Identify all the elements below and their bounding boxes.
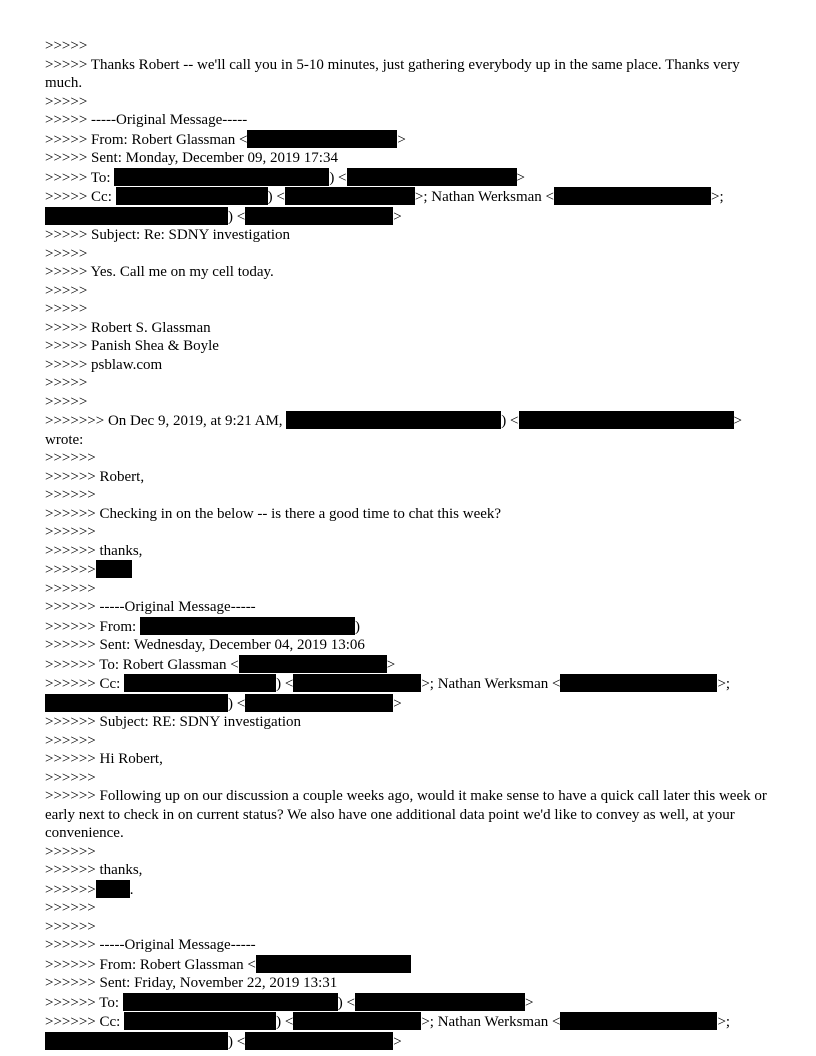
line-text: >>>>>> xyxy=(45,881,96,898)
email-line xyxy=(45,37,773,56)
line-text: >>>>>> xyxy=(45,843,96,860)
redaction-box xyxy=(293,674,421,692)
redaction-box xyxy=(347,168,517,186)
email-line xyxy=(45,93,773,112)
email-line xyxy=(45,880,773,900)
email-line xyxy=(45,560,773,580)
line-text: > xyxy=(393,1033,402,1050)
line-text: >>>>>> Robert, xyxy=(45,468,145,485)
line-text: >>>>> Sent: Monday, December 09, 2019 17:34 xyxy=(45,150,338,166)
email-line xyxy=(45,431,773,450)
redaction-box xyxy=(355,993,525,1011)
line-text: >>>>>> Cc: xyxy=(45,676,125,692)
email-line xyxy=(45,207,773,227)
line-text: wrote: xyxy=(45,431,84,448)
redaction-box xyxy=(124,674,276,692)
line-text: >>>>>> xyxy=(45,450,96,466)
email-thread-body xyxy=(45,37,773,1051)
redaction-box xyxy=(560,1012,717,1030)
redaction-box xyxy=(116,187,268,205)
redaction-box xyxy=(245,1032,393,1050)
redaction-box xyxy=(45,1032,228,1050)
line-text: >>>>>> xyxy=(45,900,96,916)
line-text: . xyxy=(129,881,134,898)
line-text: > xyxy=(525,994,534,1011)
email-line xyxy=(45,918,773,937)
email-line xyxy=(45,374,773,393)
email-line xyxy=(45,56,773,93)
line-text: >>>>>> xyxy=(45,732,96,749)
email-line xyxy=(45,936,773,955)
line-text: >>>>>> xyxy=(45,918,96,935)
redaction-box xyxy=(245,694,393,712)
redaction-box xyxy=(285,187,415,205)
line-text: ) < xyxy=(228,208,246,225)
redaction-box xyxy=(256,955,411,973)
line-text: ) < xyxy=(228,1033,246,1050)
email-line xyxy=(45,636,773,655)
email-line xyxy=(45,245,773,264)
email-line xyxy=(45,974,773,993)
email-line xyxy=(45,542,773,561)
email-line xyxy=(45,732,773,751)
line-text: >; Nathan Werksman < xyxy=(421,1014,561,1030)
line-text: >>>>> xyxy=(45,282,88,299)
email-line xyxy=(45,282,773,301)
line-text: >>>>>> Checking in on the below -- is there a good time to chat this week? xyxy=(45,505,502,522)
line-text: >>>>>> From: xyxy=(45,618,140,635)
line-text: >>>>>> From: Robert Glassman < xyxy=(45,956,256,973)
email-line xyxy=(45,263,773,282)
redaction-box xyxy=(519,411,734,429)
line-text: >>>>>> To: xyxy=(45,994,123,1011)
email-line xyxy=(45,468,773,487)
redaction-box xyxy=(96,560,132,578)
line-text: >>>>> Subject: Re: SDNY investigation xyxy=(45,227,291,243)
redaction-box xyxy=(247,130,397,148)
line-text: > xyxy=(516,169,525,186)
redaction-box xyxy=(124,1012,276,1030)
email-line xyxy=(45,843,773,862)
redaction-box xyxy=(45,694,228,712)
line-text: >>>>>> thanks, xyxy=(45,542,143,559)
email-line xyxy=(45,449,773,468)
line-text: >>>>>> Sent: Friday, November 22, 2019 13:31 xyxy=(45,975,338,991)
email-line xyxy=(45,505,773,524)
redaction-box xyxy=(96,880,130,898)
line-text: ) < xyxy=(228,695,246,712)
email-line xyxy=(45,393,773,412)
email-line xyxy=(45,486,773,505)
line-text: >>>>>> xyxy=(45,769,96,786)
line-text: >>>>>> Sent: Wednesday, December 04, 2019 13:06 xyxy=(45,637,365,653)
line-text: >>>>>> Hi Robert, xyxy=(45,751,163,767)
line-text: >>>>> xyxy=(45,301,88,317)
line-text: >>>>>> thanks, xyxy=(45,862,143,878)
redaction-box xyxy=(239,655,387,673)
redaction-box xyxy=(554,187,711,205)
email-line xyxy=(45,1012,773,1032)
email-line xyxy=(45,580,773,599)
email-line xyxy=(45,955,773,975)
email-line xyxy=(45,655,773,675)
line-text: >>>>>> xyxy=(45,562,96,578)
email-line xyxy=(45,769,773,788)
email-line xyxy=(45,411,773,431)
line-text: ) < xyxy=(337,994,355,1011)
line-text: >>>>> From: Robert Glassman < xyxy=(45,131,248,148)
line-text: ) < xyxy=(267,189,285,205)
line-text: > xyxy=(733,413,742,429)
email-line xyxy=(45,713,773,732)
line-text: > xyxy=(386,656,396,673)
email-line xyxy=(45,861,773,880)
line-text: >>>>>> Following up on our discussion a couple weeks ago, would it make sense to have a quick call later this week or early next to check in on current status? We also have one additional data point we'd like to convey as well, at your convenience. xyxy=(45,788,771,841)
email-line xyxy=(45,1032,773,1052)
line-text: > xyxy=(393,695,402,712)
redaction-box xyxy=(245,207,393,225)
line-text: >>>>> Thanks Robert -- we'll call you in 5-10 minutes, just gathering everybody up in the same place. Thanks very much. xyxy=(45,56,744,91)
email-line xyxy=(45,319,773,338)
line-text: >>>>> Yes. Call me on my cell today. xyxy=(45,264,274,280)
line-text: >; Nathan Werksman < xyxy=(414,189,555,205)
email-line xyxy=(45,617,773,637)
email-line xyxy=(45,899,773,918)
email-line xyxy=(45,337,773,356)
email-line xyxy=(45,993,773,1013)
line-text: >>>>> xyxy=(45,245,88,262)
line-text: > xyxy=(393,208,402,225)
line-text: >>>>>> xyxy=(45,487,96,503)
email-line xyxy=(45,130,773,150)
line-text: >>>>> xyxy=(45,375,88,391)
email-line xyxy=(45,300,773,319)
email-line xyxy=(45,149,773,168)
line-text: >; xyxy=(711,189,724,205)
line-text: >>>>>> -----Original Message----- xyxy=(45,937,256,953)
redaction-box xyxy=(45,207,228,225)
email-line xyxy=(45,750,773,769)
line-text: >; Nathan Werksman < xyxy=(421,676,561,692)
line-text: >>>>> xyxy=(45,93,88,110)
line-text: >>>>> Robert S. Glassman xyxy=(45,319,211,336)
line-text: ) < xyxy=(329,169,347,186)
line-text: >>>>>>> On Dec 9, 2019, at 9:21 AM, xyxy=(45,413,287,429)
redaction-box xyxy=(114,168,329,186)
line-text: >>>>>> Cc: xyxy=(45,1014,125,1030)
redaction-box xyxy=(560,674,717,692)
email-line xyxy=(45,694,773,714)
email-line xyxy=(45,356,773,375)
line-text: ) < xyxy=(276,676,294,692)
email-line xyxy=(45,787,773,843)
line-text: >>>>> To: xyxy=(45,169,115,186)
line-text: > xyxy=(397,131,406,148)
redaction-box xyxy=(140,617,355,635)
email-line xyxy=(45,674,773,694)
line-text: ) xyxy=(354,618,360,635)
email-line xyxy=(45,111,773,130)
line-text: >>>>> Panish Shea & Boyle xyxy=(45,338,219,354)
line-text: >>>>> xyxy=(45,38,88,54)
email-line xyxy=(45,226,773,245)
line-text: >; xyxy=(717,676,731,692)
line-text: >>>>>> xyxy=(45,580,96,597)
email-line xyxy=(45,598,773,617)
line-text: >; xyxy=(717,1014,731,1030)
line-text: >>>>> psblaw.com xyxy=(45,356,163,373)
line-text: ) < xyxy=(501,413,519,429)
line-text: >>>>>> To: Robert Glassman < xyxy=(45,656,239,673)
line-text: >>>>> Cc: xyxy=(45,189,116,205)
line-text: >>>>>> Subject: RE: SDNY investigation xyxy=(45,714,302,730)
email-line xyxy=(45,523,773,542)
line-text: >>>>>> xyxy=(45,524,96,540)
email-line xyxy=(45,168,773,188)
redaction-box xyxy=(123,993,338,1011)
line-text: >>>>> -----Original Message----- xyxy=(45,112,248,128)
line-text: ) < xyxy=(276,1014,294,1030)
redaction-box xyxy=(286,411,501,429)
line-text: >>>>>> -----Original Message----- xyxy=(45,599,256,615)
line-text: >>>>> xyxy=(45,393,88,410)
redaction-box xyxy=(293,1012,421,1030)
email-line xyxy=(45,187,773,207)
